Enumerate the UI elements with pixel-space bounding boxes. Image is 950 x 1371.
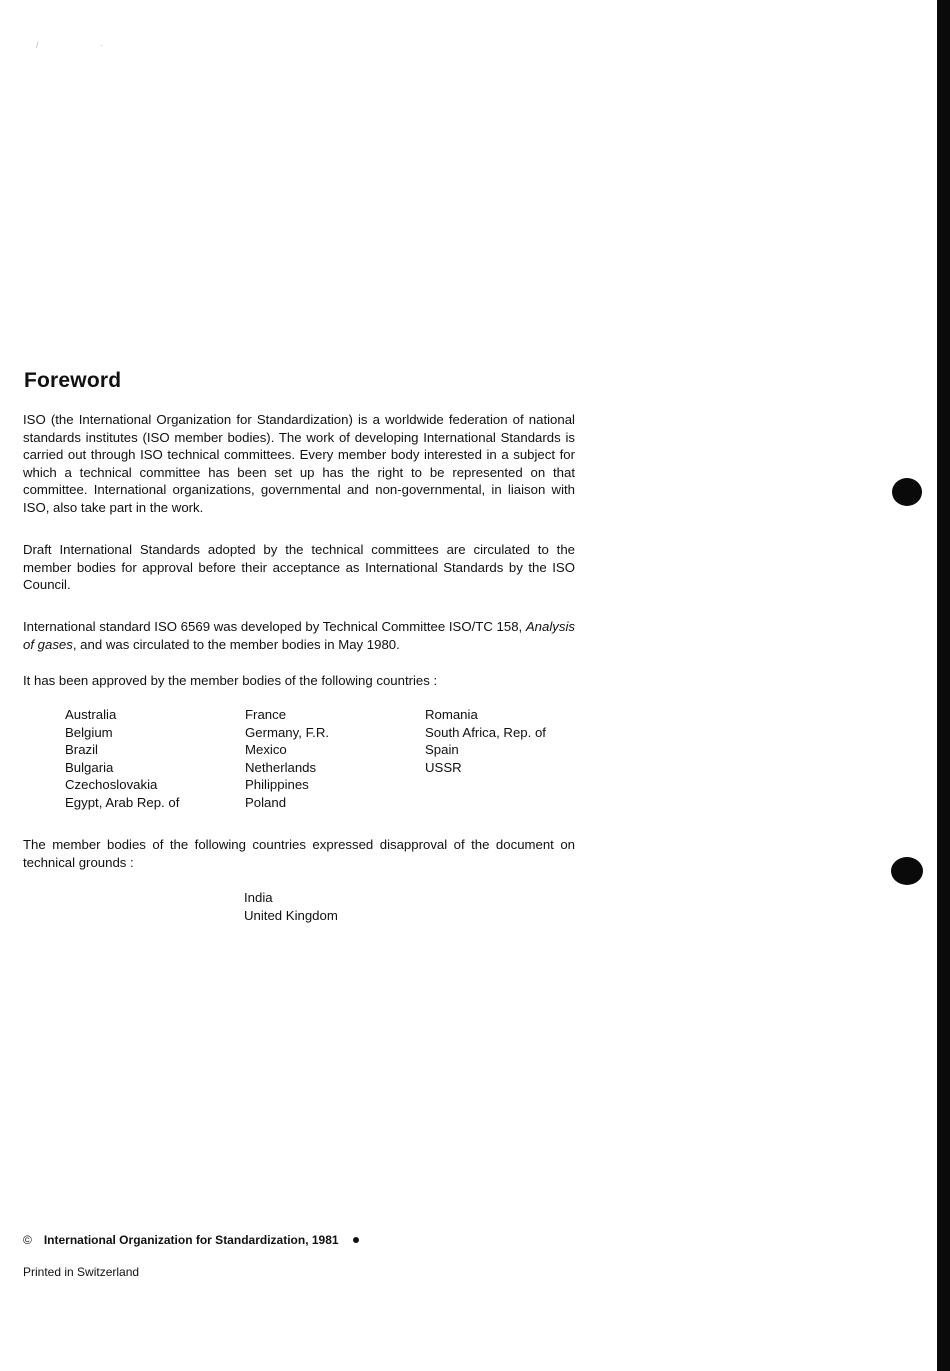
country-name: Romania — [425, 707, 478, 722]
country-name: South Africa, Rep. of — [425, 724, 546, 740]
country-name: Australia — [65, 707, 117, 722]
scan-edge-shadow — [937, 0, 950, 1371]
development-text-start: International standard ISO 6569 was developed by Technical Committee ISO/TC 158, — [23, 619, 526, 634]
copyright-text: International Organization for Standardization, 1981 — [43, 1233, 339, 1247]
copyright-line — [23, 1233, 359, 1247]
country-name: Egypt, Arab Rep. of — [65, 794, 180, 810]
copyright-symbol: © — [23, 1233, 32, 1247]
foreword-paragraph-iso: ISO (the International Organization for Standardization) is a worldwide federation of national standards institutes (ISO member bodies). The work of developing International Standards is carried out through ISO technical committees. Every member body interested in a subject for which a technical committee has been set up has the right to be represented on that committee. International organizations, governmental and non-governmental, in liaison with ISO, also take part in the work. — [23, 412, 575, 515]
punch-hole-upper — [892, 478, 922, 506]
printed-in-line: Printed in Switzerland — [23, 1265, 140, 1279]
country-name: Bulgaria — [65, 759, 114, 775]
disapproval-intro: The member bodies of the following countries expressed disapproval of the document on technical grounds : — [23, 837, 575, 870]
disapproving-countries-list — [244, 889, 338, 924]
committee-title-italic: Analysis of gases — [23, 619, 575, 652]
country-name: India — [244, 890, 273, 905]
approving-countries-column-1 — [65, 706, 179, 811]
approving-countries-column-3 — [425, 706, 546, 776]
approving-countries-column-2 — [245, 706, 329, 811]
country-name: Netherlands — [245, 759, 317, 775]
bullet-dot-icon — [353, 1237, 359, 1243]
scan-speck: / — [36, 40, 39, 50]
development-text-end: , and was circulated to the member bodies in May 1980. — [72, 636, 400, 652]
scan-speck: · — [100, 40, 103, 50]
country-name: Spain — [425, 742, 459, 757]
country-name: Belgium — [65, 724, 113, 740]
country-name: Mexico — [245, 742, 287, 757]
country-name: Philippines — [245, 777, 309, 792]
country-name: Czechoslovakia — [65, 777, 158, 792]
foreword-paragraph-drafts: Draft International Standards adopted by the technical committees are circulated to the member bodies for approval before their acceptance as International Standards by the ISO Council. — [23, 542, 575, 592]
country-name: Brazil — [65, 742, 98, 757]
country-name: Germany, F.R. — [245, 724, 330, 740]
approval-intro: It has been approved by the member bodies of the following countries : — [23, 673, 438, 688]
foreword-title: Foreword — [24, 369, 122, 392]
country-name: Poland — [245, 794, 287, 810]
punch-hole-lower — [891, 857, 923, 885]
country-name: United Kingdom — [244, 907, 338, 923]
country-name: USSR — [425, 759, 462, 775]
country-name: France — [245, 707, 287, 722]
foreword-paragraph-development — [23, 618, 575, 653]
